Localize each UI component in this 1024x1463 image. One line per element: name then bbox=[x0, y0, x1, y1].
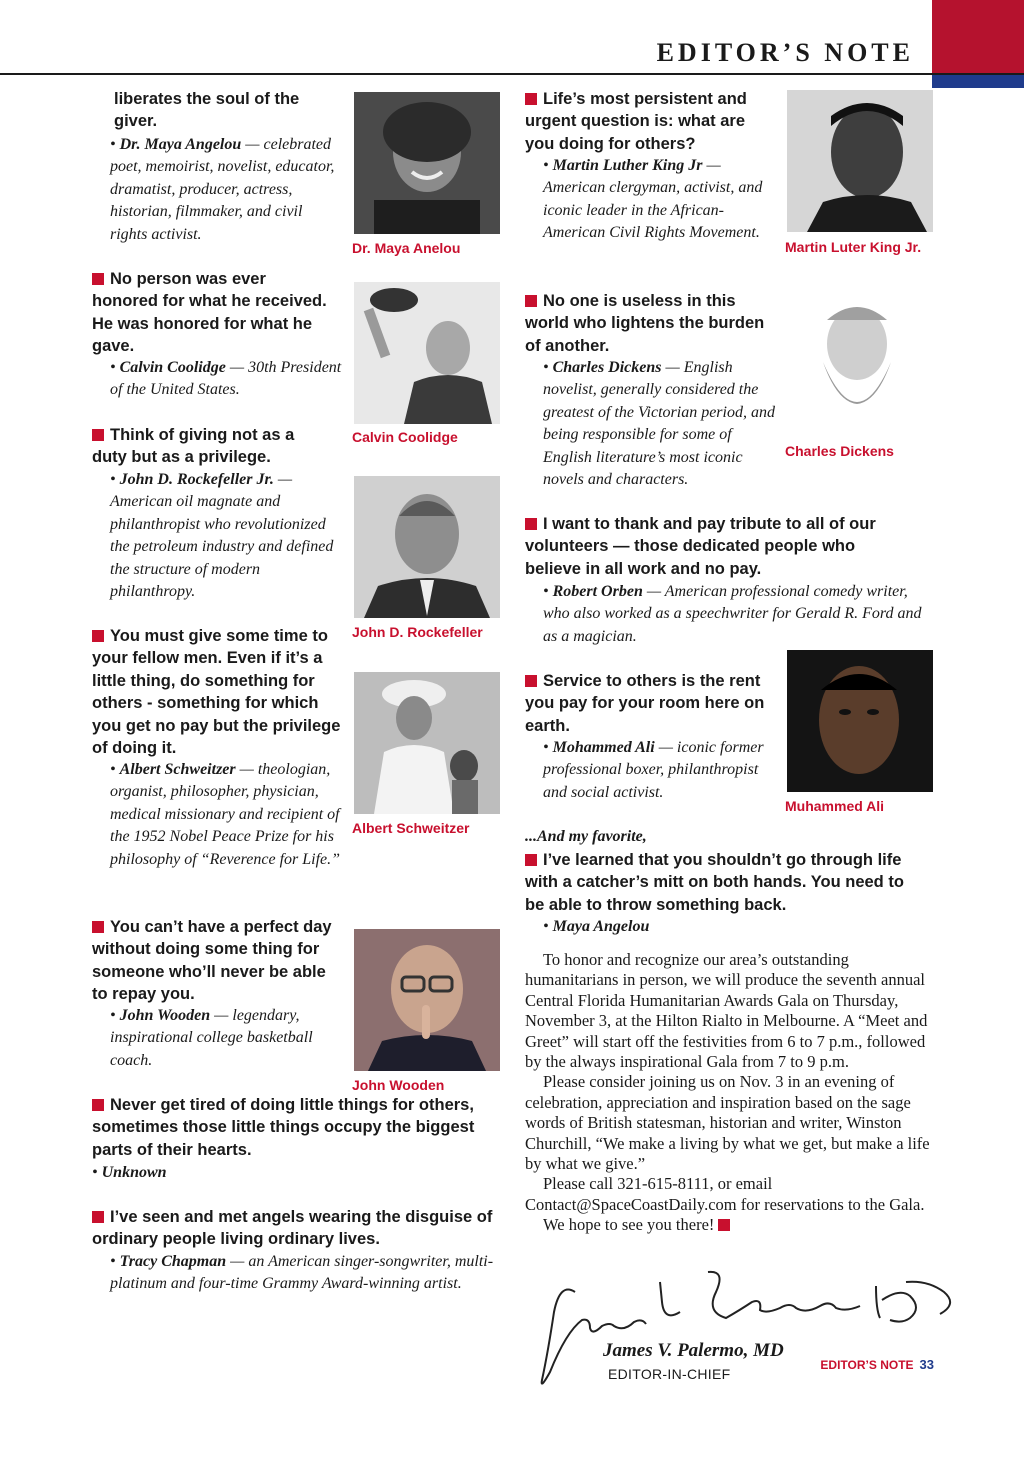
quote-attribution: • Mohammed Ali — iconic former professional boxer, philanthropist and social activist. bbox=[543, 739, 764, 801]
section-title: EDITOR’S NOTE bbox=[656, 38, 914, 67]
photo-caption: Albert Schweitzer bbox=[352, 820, 470, 836]
quote-text: Life’s most persistent and urgent question is: what are you doing for others? bbox=[525, 90, 747, 153]
portrait-martin-luther-king bbox=[787, 90, 933, 232]
red-square-bullet bbox=[525, 93, 537, 105]
red-square-bullet bbox=[92, 921, 104, 933]
quote-attribution: • Robert Orben — American professional comedy writer, who also worked as a speechwriter for Gerald R. Ford and as a magician. bbox=[543, 583, 922, 645]
quote-text: No one is useless in this world who lightens the burden of another. bbox=[525, 292, 765, 355]
header-rule bbox=[0, 73, 1024, 75]
photo-caption: Martin Luter King Jr. bbox=[785, 239, 922, 255]
quote-text: liberates the soul of the giver. bbox=[114, 90, 300, 131]
quote-attribution: • Albert Schweitzer — theologian, organist, philosopher, physician, medical missionary and recipient of the 1952 Nobel Peace Prize for his philosophy of “Reverence for Life.” bbox=[110, 761, 341, 868]
photo-caption: John Wooden bbox=[352, 1077, 445, 1093]
editor-body bbox=[525, 950, 930, 1236]
quote-attribution: • Maya Angelou bbox=[543, 918, 650, 935]
portrait-muhammad-ali bbox=[787, 650, 933, 792]
quote-attribution: • Martin Luther King Jr — American clergyman, activist, and iconic leader in the African-American Civil Rights Movement. bbox=[543, 157, 763, 242]
quote-text: I want to thank and pay tribute to all of our volunteers — those dedicated people who believe in all work and no pay. bbox=[525, 515, 876, 578]
body-paragraph: Please consider joining us on Nov. 3 in an evening of celebration, appreciation and inspiration based on the sage words of British statesman, historian and writer, Winston Churchill, “We make a living by what we get, but make a life by what we give.” bbox=[525, 1072, 930, 1174]
red-square-bullet bbox=[92, 1099, 104, 1111]
favorite-intro: ...And my favorite, bbox=[525, 828, 647, 845]
signature-title: EDITOR-IN-CHIEF bbox=[608, 1366, 731, 1382]
red-square-bullet bbox=[525, 675, 537, 687]
page-number: 33 bbox=[919, 1357, 934, 1372]
body-paragraph: To honor and recognize our area’s outstanding humanitarians in person, we will produce the seventh annual Central Florida Humanitarian Awards Gala on Thursday, November 3, at the Hilton Rialto in Melbourne. A “Meet and Greet” will start off the festivities from 6 to 7 p.m., followed by the always inspirational Gala from 7 to 9 p.m. bbox=[525, 950, 928, 1072]
photo-caption: Calvin Coolidge bbox=[352, 429, 458, 445]
favorite-quote: I’ve learned that you shouldn’t go through life with a catcher’s mitt on both hands. You need to be able to throw something back. bbox=[525, 851, 904, 914]
quote-text: Think of giving not as a duty but as a privilege. bbox=[92, 426, 295, 467]
header-blue-block bbox=[932, 74, 1024, 88]
red-square-bullet bbox=[92, 429, 104, 441]
portrait-charles-dickens bbox=[787, 292, 933, 438]
quote-text: Service to others is the rent you pay for your room here on earth. bbox=[525, 672, 765, 735]
quote-attribution: • Charles Dickens — English novelist, generally considered the greatest of the Victorian period, and being responsible for some of English literature’s most iconic novels and characters. bbox=[543, 359, 775, 489]
photo-caption: Charles Dickens bbox=[785, 443, 894, 459]
portrait-albert-schweitzer bbox=[354, 672, 500, 814]
portrait-calvin-coolidge bbox=[354, 282, 500, 424]
portrait-john-wooden bbox=[354, 929, 500, 1071]
quote-text: You must give some time to your fellow men. Even if it’s a little thing, do something for others - something for which you get no pay but the privilege of doing it. bbox=[92, 627, 341, 758]
end-mark bbox=[718, 1219, 730, 1231]
photo-caption: John D. Rockefeller bbox=[352, 624, 483, 640]
page-footer bbox=[820, 1357, 934, 1372]
quote-attribution: • Calvin Coolidge — 30th President of the United States. bbox=[110, 359, 342, 399]
red-square-bullet bbox=[525, 518, 537, 530]
body-paragraph: Please call 321-615-8111, or email Contact@SpaceCoastDaily.com for reservations to the Gala. bbox=[525, 1174, 925, 1214]
portrait-maya-angelou bbox=[354, 92, 500, 234]
signature-name: James V. Palermo, MD bbox=[603, 1340, 784, 1361]
photo-caption: Dr. Maya Anelou bbox=[352, 240, 461, 256]
quote-attribution: • Unknown bbox=[92, 1164, 167, 1181]
quote-attribution: • Tracy Chapman — an American singer-songwriter, multi-platinum and four-time Grammy Award-winning artist. bbox=[110, 1253, 494, 1293]
portrait-john-d-rockefeller bbox=[354, 476, 500, 618]
quote-text: Never get tired of doing little things for others, sometimes those little things occupy the biggest parts of their hearts. bbox=[92, 1096, 475, 1159]
quote-attribution: • John Wooden — legendary, inspirational college basketball coach. bbox=[110, 1007, 313, 1069]
quote-text: You can’t have a perfect day without doing some thing for someone who’ll never be able to repay you. bbox=[92, 918, 332, 1004]
red-square-bullet bbox=[92, 630, 104, 642]
quote-attribution: • Dr. Maya Angelou — celebrated poet, memoirist, novelist, educator, dramatist, producer, actress, historian, filmmaker, and civil rights activist. bbox=[110, 136, 335, 243]
body-paragraph: We hope to see you there! bbox=[525, 1215, 930, 1235]
quote-text: No person was ever honored for what he received. He was honored for what he gave. bbox=[92, 270, 327, 356]
photo-caption: Muhammed Ali bbox=[785, 798, 885, 814]
handwritten-signature bbox=[530, 1262, 970, 1392]
quote-text: I’ve seen and met angels wearing the disguise of ordinary people living ordinary lives. bbox=[92, 1208, 493, 1249]
red-square-bullet bbox=[92, 273, 104, 285]
red-square-bullet bbox=[525, 295, 537, 307]
red-square-bullet bbox=[92, 1211, 104, 1223]
footer-section: EDITOR’S NOTE bbox=[820, 1358, 914, 1372]
quote-attribution: • John D. Rockefeller Jr. — American oil magnate and philanthropist who revolutionized the petroleum industry and defined the structure of modern philanthropy. bbox=[110, 471, 334, 601]
header-red-block bbox=[932, 0, 1024, 74]
red-square-bullet bbox=[525, 854, 537, 866]
